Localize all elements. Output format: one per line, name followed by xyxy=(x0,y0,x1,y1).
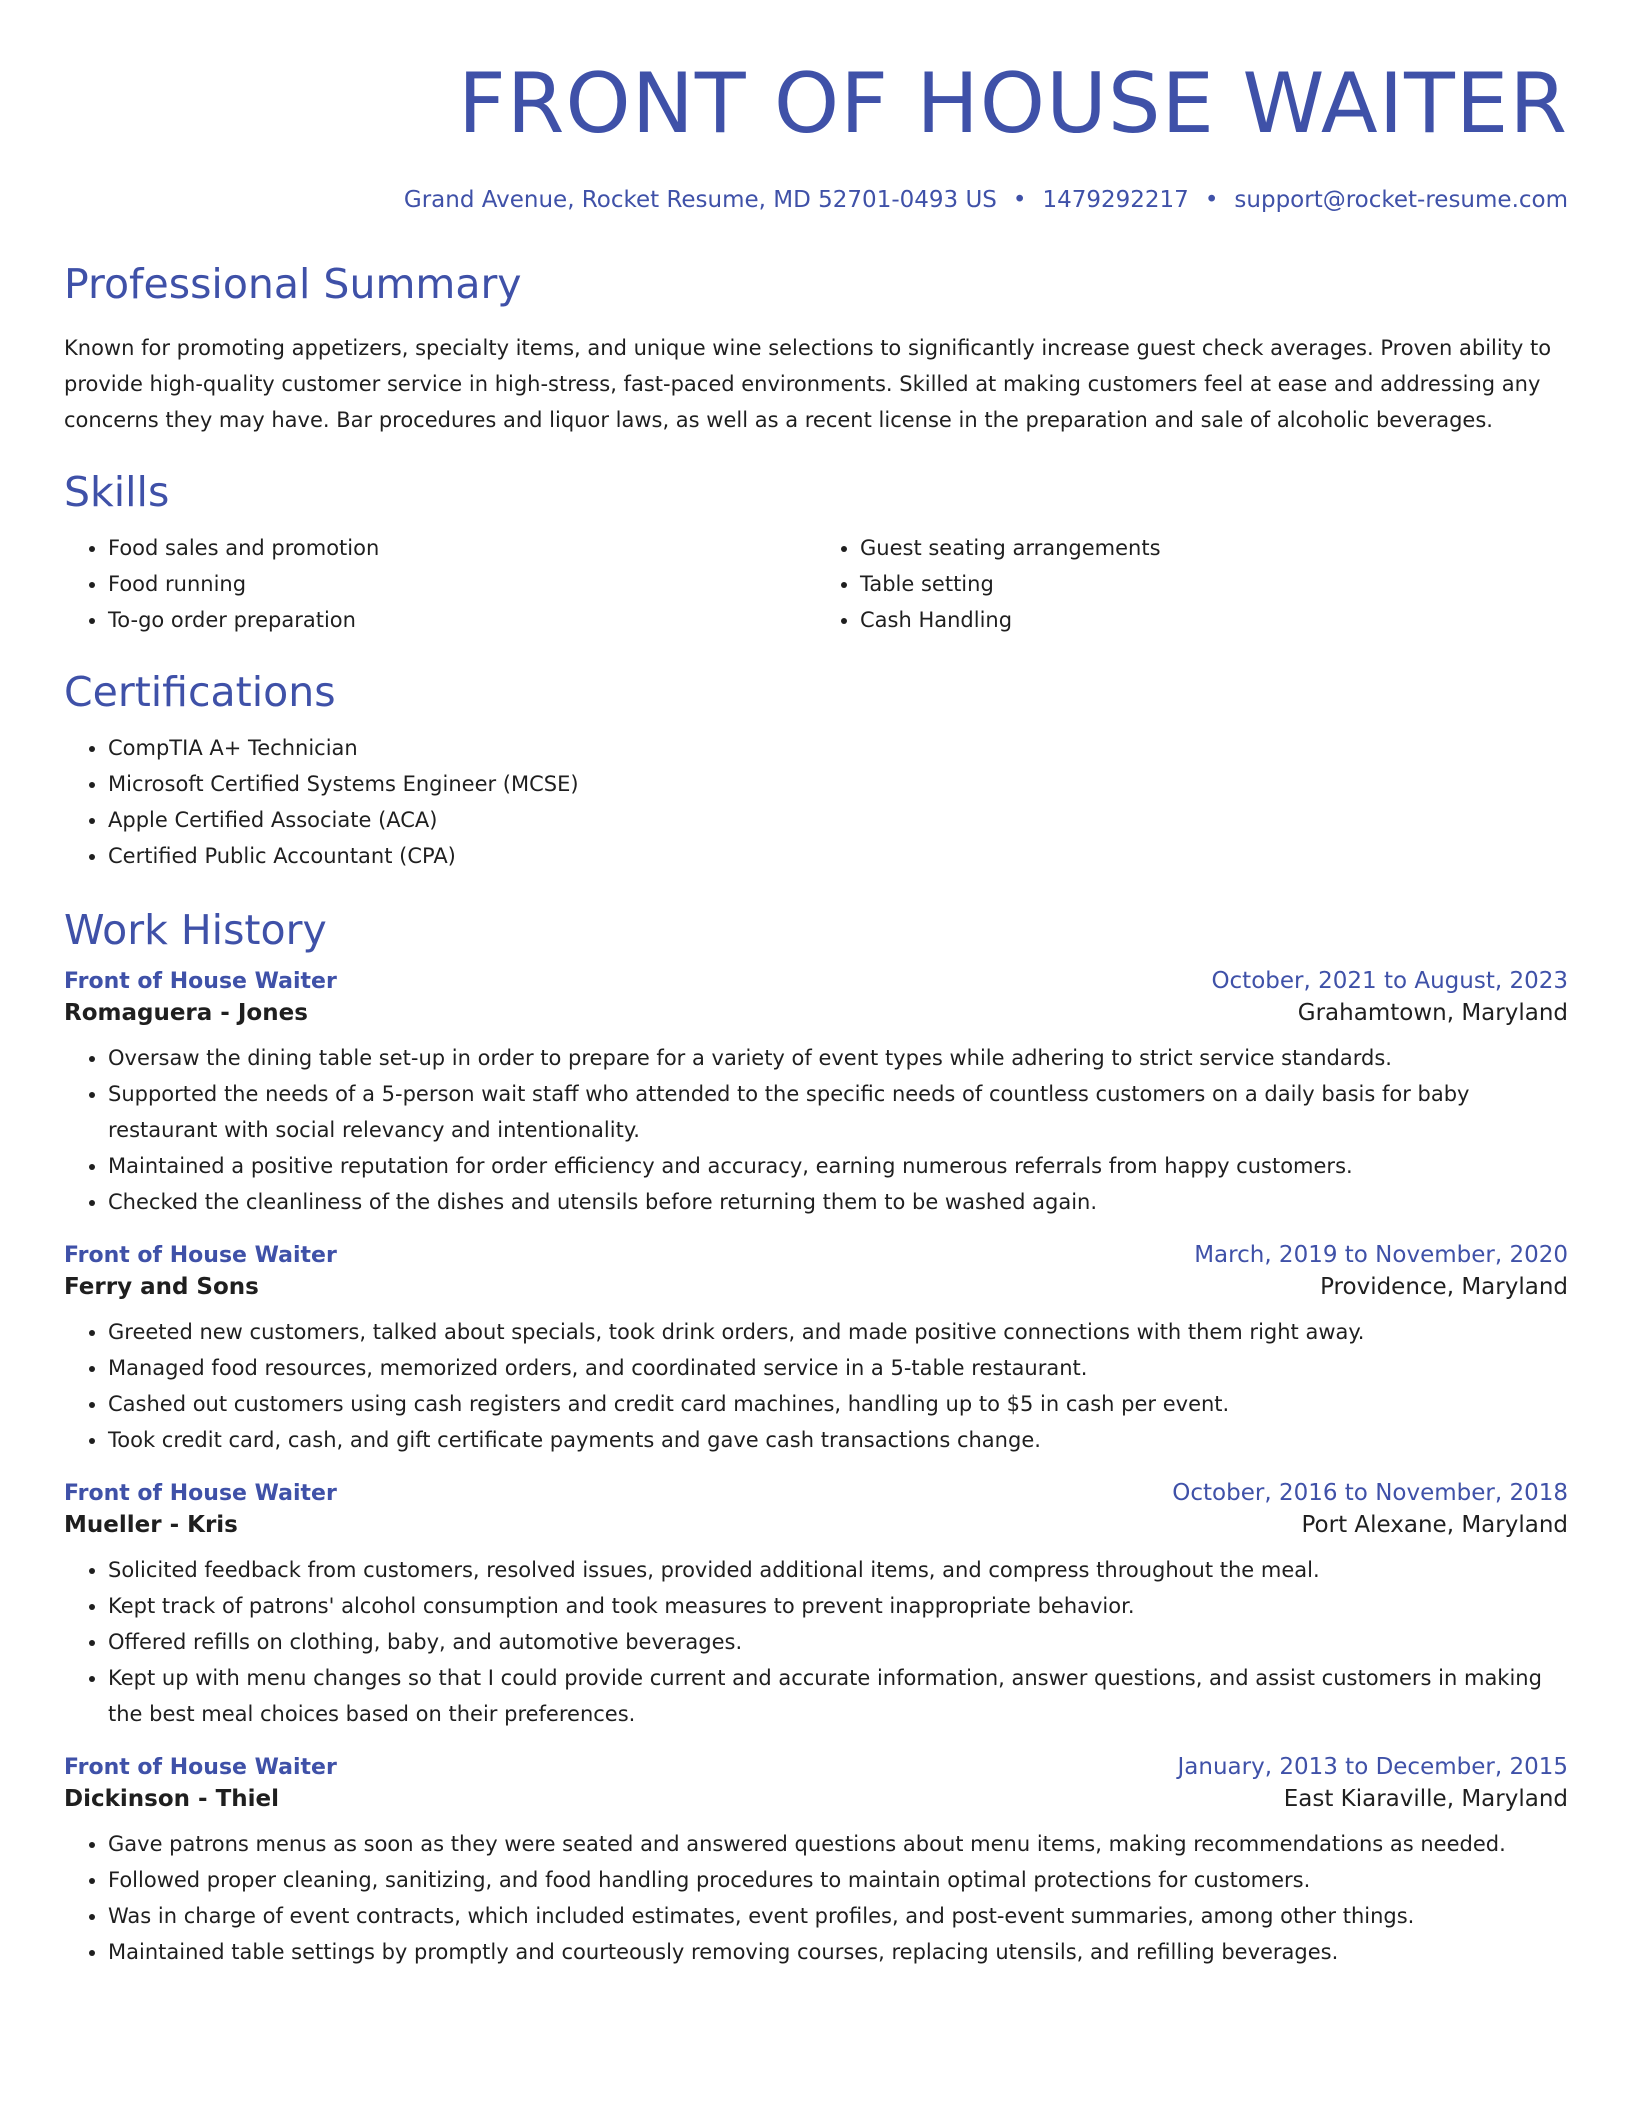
job-bullet: • Cashed out customers using cash registers and credit card machines, handling up to $5 in cash per event. xyxy=(108,1386,1568,1422)
resume-header xyxy=(64,0,1568,214)
job-location: Providence, Maryland xyxy=(1320,1274,1568,1300)
job-entry xyxy=(64,968,1568,1220)
skills-list-right xyxy=(816,530,1568,638)
skill-item: • To-go order preparation xyxy=(108,602,816,638)
job-bullet: • Oversaw the dining table set-up in order to prepare for a variety of event types while adhering to strict service standards. xyxy=(108,1040,1568,1076)
job-title: Front of House Waiter xyxy=(64,1755,337,1780)
skills-section xyxy=(64,468,1568,638)
job-company: Dickinson - Thiel xyxy=(64,1786,280,1812)
certifications-list xyxy=(64,730,1568,874)
job-bullet: • Solicited feedback from customers, resolved issues, provided additional items, and compress throughout the meal. xyxy=(108,1552,1568,1588)
contact-phone: 1479292217 xyxy=(1042,187,1189,213)
skill-item: • Table setting xyxy=(860,566,1568,602)
job-bullet: • Maintained table settings by promptly and courteously removing courses, replacing utensils, and refilling beverages. xyxy=(108,1934,1568,1970)
job-bullet: • Took credit card, cash, and gift certificate payments and gave cash transactions change. xyxy=(108,1422,1568,1458)
job-subheader xyxy=(64,1786,1568,1812)
job-bullets xyxy=(64,1826,1568,1970)
certifications-section xyxy=(64,668,1568,874)
job-header xyxy=(64,1754,1568,1780)
job-company: Mueller - Kris xyxy=(64,1512,238,1538)
certification-item: • Certified Public Accountant (CPA) xyxy=(108,838,1568,874)
job-entry xyxy=(64,1480,1568,1732)
job-bullet: • Followed proper cleaning, sanitizing, and food handling procedures to maintain optimal protections for customers. xyxy=(108,1862,1568,1898)
summary-heading: Professional Summary xyxy=(64,260,522,308)
job-company: Ferry and Sons xyxy=(64,1274,259,1300)
job-bullet: • Maintained a positive reputation for order efficiency and accuracy, earning numerous referrals from happy customers. xyxy=(108,1148,1568,1184)
job-dates: October, 2021 to August, 2023 xyxy=(1211,968,1568,994)
job-location: Grahamtown, Maryland xyxy=(1297,1000,1568,1026)
job-entry xyxy=(64,1754,1568,1970)
job-bullets xyxy=(64,1314,1568,1458)
certification-item: • Apple Certified Associate (ACA) xyxy=(108,802,1568,838)
job-bullet: • Kept track of patrons' alcohol consumption and took measures to prevent inappropriate behavior. xyxy=(108,1588,1568,1624)
certification-item: • CompTIA A+ Technician xyxy=(108,730,1568,766)
skills-columns xyxy=(64,530,1568,638)
skill-item: • Cash Handling xyxy=(860,602,1568,638)
job-title: Front of House Waiter xyxy=(64,969,337,994)
job-bullet: • Kept up with menu changes so that I could provide current and accurate information, answer questions, and assist customers in making the best meal choices based on their preferences. xyxy=(108,1660,1568,1732)
job-bullets xyxy=(64,1552,1568,1732)
certification-item: • Microsoft Certified Systems Engineer (MCSE) xyxy=(108,766,1568,802)
job-header xyxy=(64,968,1568,994)
job-title: Front of House Waiter xyxy=(64,1243,337,1268)
job-bullet: • Was in charge of event contracts, which included estimates, event profiles, and post-event summaries, among other things. xyxy=(108,1898,1568,1934)
job-bullet: • Gave patrons menus as soon as they were seated and answered questions about menu items, making recommendations as needed. xyxy=(108,1826,1568,1862)
job-location: East Kiaraville, Maryland xyxy=(1283,1786,1568,1812)
job-dates: October, 2016 to November, 2018 xyxy=(1172,1480,1568,1506)
job-bullet: • Managed food resources, memorized orders, and coordinated service in a 5-table restaurant. xyxy=(108,1350,1568,1386)
job-dates: January, 2013 to December, 2015 xyxy=(1177,1754,1568,1780)
skill-item: • Food running xyxy=(108,566,816,602)
contact-address: Grand Avenue, Rocket Resume, MD 52701-0493 US xyxy=(403,187,997,213)
contact-separator: • xyxy=(1012,187,1027,213)
contact-separator: • xyxy=(1204,187,1219,213)
contact-line xyxy=(64,186,1568,214)
job-bullet: • Supported the needs of a 5-person wait staff who attended to the specific needs of countless customers on a daily basis for baby restaurant with social relevancy and intentionality. xyxy=(108,1076,1568,1148)
candidate-name: FRONT OF HOUSE WAITER xyxy=(458,55,1568,152)
job-subheader xyxy=(64,1000,1568,1026)
job-bullet: • Checked the cleanliness of the dishes and utensils before returning them to be washed again. xyxy=(108,1184,1568,1220)
summary-section xyxy=(64,260,1568,438)
job-header xyxy=(64,1480,1568,1506)
contact-email[interactable]: support@rocket-resume.com xyxy=(1234,187,1568,213)
job-location: Port Alexane, Maryland xyxy=(1301,1512,1568,1538)
skill-item: • Food sales and promotion xyxy=(108,530,816,566)
certifications-heading: Certifications xyxy=(64,668,336,716)
work-history-section xyxy=(64,906,1568,1970)
job-bullet: • Offered refills on clothing, baby, and automotive beverages. xyxy=(108,1624,1568,1660)
job-subheader xyxy=(64,1274,1568,1300)
job-bullet: • Greeted new customers, talked about specials, took drink orders, and made positive connections with them right away. xyxy=(108,1314,1568,1350)
job-entry xyxy=(64,1242,1568,1458)
skill-item: • Guest seating arrangements xyxy=(860,530,1568,566)
job-bullets xyxy=(64,1040,1568,1220)
skills-list-left xyxy=(64,530,816,638)
job-subheader xyxy=(64,1512,1568,1538)
job-dates: March, 2019 to November, 2020 xyxy=(1194,1242,1568,1268)
job-title: Front of House Waiter xyxy=(64,1481,337,1506)
job-header xyxy=(64,1242,1568,1268)
skills-heading: Skills xyxy=(64,468,170,516)
job-company: Romaguera - Jones xyxy=(64,1000,308,1026)
summary-text: Known for promoting appetizers, specialty items, and unique wine selections to significantly increase guest check averages. Proven ability to provide high-quality customer service in high-stress, fast-paced environments. Skilled at making customers feel at ease and addressing any concerns they may have. Bar procedures and liquor laws, as well as a recent license in the preparation and sale of alcoholic beverages. xyxy=(64,336,1552,432)
work-history-heading: Work History xyxy=(64,906,327,954)
